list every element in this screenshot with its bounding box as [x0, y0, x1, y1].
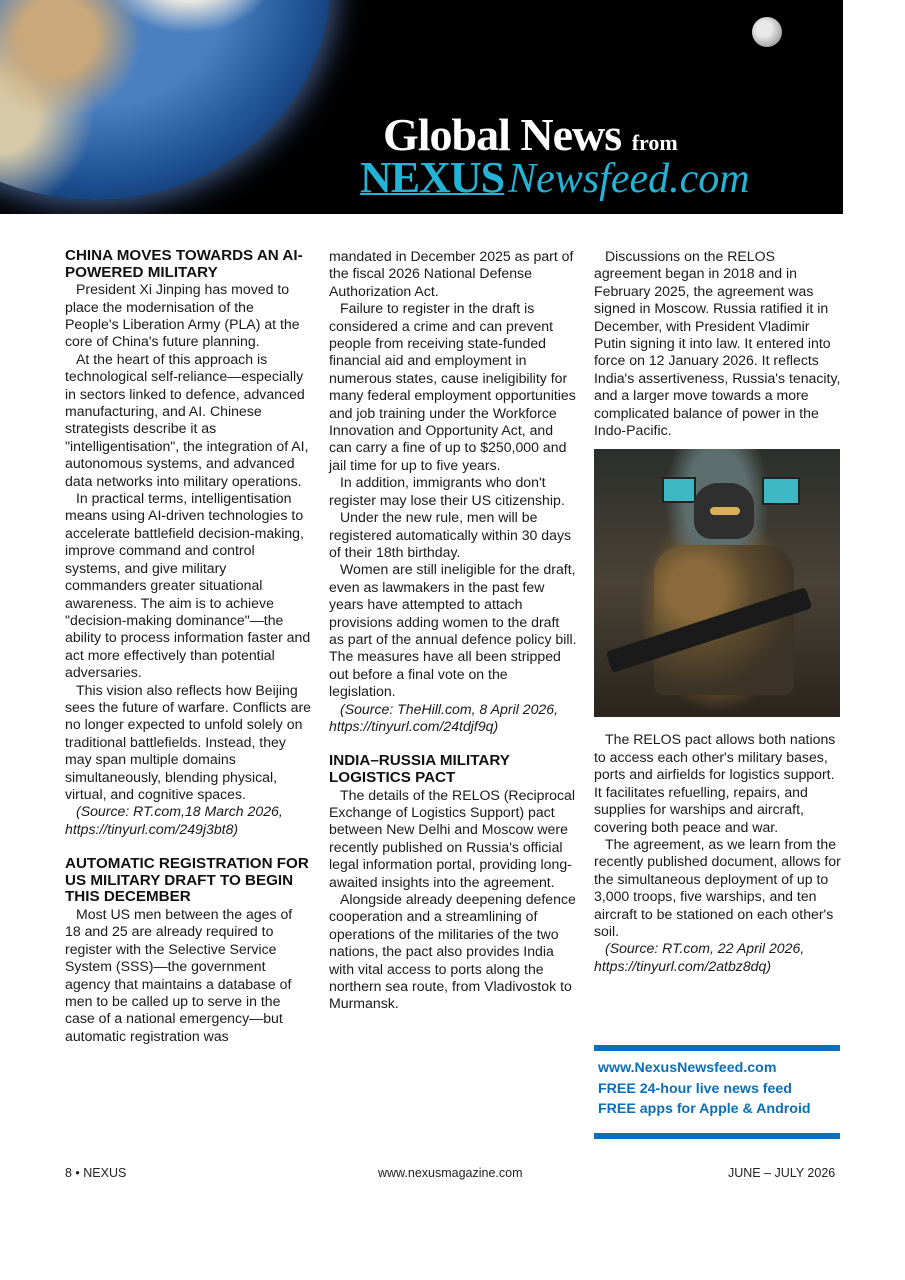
paragraph: Women are still ineligible for the draft, even as lawmakers in the past few years have attempted to attach provisions adding women to the draft as part of the annual defence policy bill. The measures have all been stripped out before a final vote on the legislation.	[329, 561, 577, 700]
source-citation: (Source: RT.com, 22 April 2026, https://tinyurl.com/2atbz8dq)	[594, 940, 805, 974]
moon-image	[752, 17, 782, 47]
column-1	[65, 248, 311, 1045]
source-citation: (Source: RT.com,18 March 2026, https://tinyurl.com/249j3bt8)	[65, 803, 283, 837]
robot-soldier-image	[594, 449, 840, 717]
promo-line: FREE apps for Apple & Android	[598, 1101, 811, 1117]
paragraph: At the heart of this approach is technological self-reliance—especially in sectors linked to defence, advanced manufacturing, and AI. Chinese strategists describe it as "intelligentisation", the integration of AI, autonomous systems, and advanced data networks into military operations.	[65, 350, 309, 489]
paragraph: The agreement, as we learn from the recently published document, allows for the simultaneous deployment of up to 3,000 troops, five warships, and ten aircraft to be stationed on each other's soil.	[594, 835, 841, 939]
promo-box	[594, 1045, 840, 1139]
paragraph: Most US men between the ages of 18 and 25 are already required to register with the Selective Service System (SSS)—the government agency that maintains a database of men to be called up to serve in the case of a national emergency—but automatic registration was	[65, 905, 293, 1044]
source-citation: (Source: TheHill.com, 8 April 2026, https://tinyurl.com/24tdjf9q)	[329, 700, 559, 734]
promo-link[interactable]: www.NexusNewsfeed.com	[598, 1060, 777, 1076]
article-heading-draft: AUTOMATIC REGISTRATION FOR US MILITARY DRAFT TO BEGIN THIS DECEMBER	[65, 855, 309, 906]
paragraph: In addition, immigrants who don't register may lose their US citizenship.	[329, 474, 565, 508]
paragraph: President Xi Jinping has moved to place the modernisation of the People's Liberation Army (PLA) at the core of China's future planning.	[65, 281, 300, 350]
paragraph: Under the new rule, men will be registered automatically within 30 days of their 18th birthday.	[329, 509, 572, 560]
banner-brand-nexus: NEXUS	[360, 153, 505, 202]
promo-line: FREE 24-hour live news feed	[598, 1080, 792, 1097]
column-3	[594, 248, 842, 975]
paragraph: Discussions on the RELOS agreement began in 2018 and in February 2025, the agreement was signed in Moscow. Russia ratified it in December, with President Vladimir Putin signing it into law. It entered into force on 12 January 2026. It reflects India's assertiveness, Russia's tenacity, and a larger move towards a more complicated balance of power in the Indo-Pacific.	[594, 248, 841, 439]
paragraph: The details of the RELOS (Reciprocal Exchange of Logistics Support) pact between New Delhi and Moscow were recently published on Russia's official legal information portal, providing long-awaited insights into the agreement.	[329, 786, 576, 890]
column-2	[329, 248, 577, 1013]
paragraph: This vision also reflects how Beijing sees the future of warfare. Conflicts are no longer expected to unfold solely on traditional battlefields. Instead, they may span multiple domains simultaneously, blending physical, virtual, and cognitive spaces.	[65, 681, 311, 802]
banner-brand-site: Newsfeed.com	[508, 156, 750, 202]
footer-url: www.nexusmagazine.com	[378, 1166, 523, 1180]
paragraph: In practical terms, intelligentisation means using AI-driven technologies to accelerate battlefield decision-making, improve command and control systems, and give military commanders greater situational awareness. The aim is to achieve "decision-making dominance"—the ability to process information faster and act more effectively than potential adversaries.	[65, 490, 311, 681]
issue-date: JUNE – JULY 2026	[728, 1166, 836, 1180]
paragraph: mandated in December 2025 as part of the fiscal 2026 National Defense Authorization Act.	[329, 248, 574, 299]
banner-brand	[360, 152, 750, 203]
header-banner	[0, 0, 843, 214]
paragraph: The RELOS pact allows both nations to access each other's military bases, ports and airfields for logistics support. It facilitates refuelling, repairs, and supplies for warships and aircraft, covering both peace and war.	[594, 731, 836, 835]
paragraph: Alongside already deepening defence cooperation and a streamlining of operations of the militaries of the two nations, the pact also provides India with vital access to ports along the northern sea route, from Vladivostok to Murmansk.	[329, 891, 576, 1012]
banner-title-from: from	[631, 130, 678, 155]
paragraph: Failure to register in the draft is considered a crime and can prevent people from receiving state-funded financial aid and employment in numerous states, cause ineligibility for many federal employment opportunities and job training under the Workforce Innovation and Opportunity Act, and can carry a fine of up to $250,000 and jail time for up to five years.	[329, 300, 576, 473]
banner-title-main: Global News	[383, 109, 622, 160]
article-heading-relos: INDIA–RUSSIA MILITARY LOGISTICS PACT	[329, 752, 510, 786]
earth-image	[0, 0, 330, 200]
article-heading-china: CHINA MOVES TOWARDS AN AI-POWERED MILITARY	[65, 247, 303, 281]
page-number: 8 • NEXUS	[65, 1166, 127, 1180]
